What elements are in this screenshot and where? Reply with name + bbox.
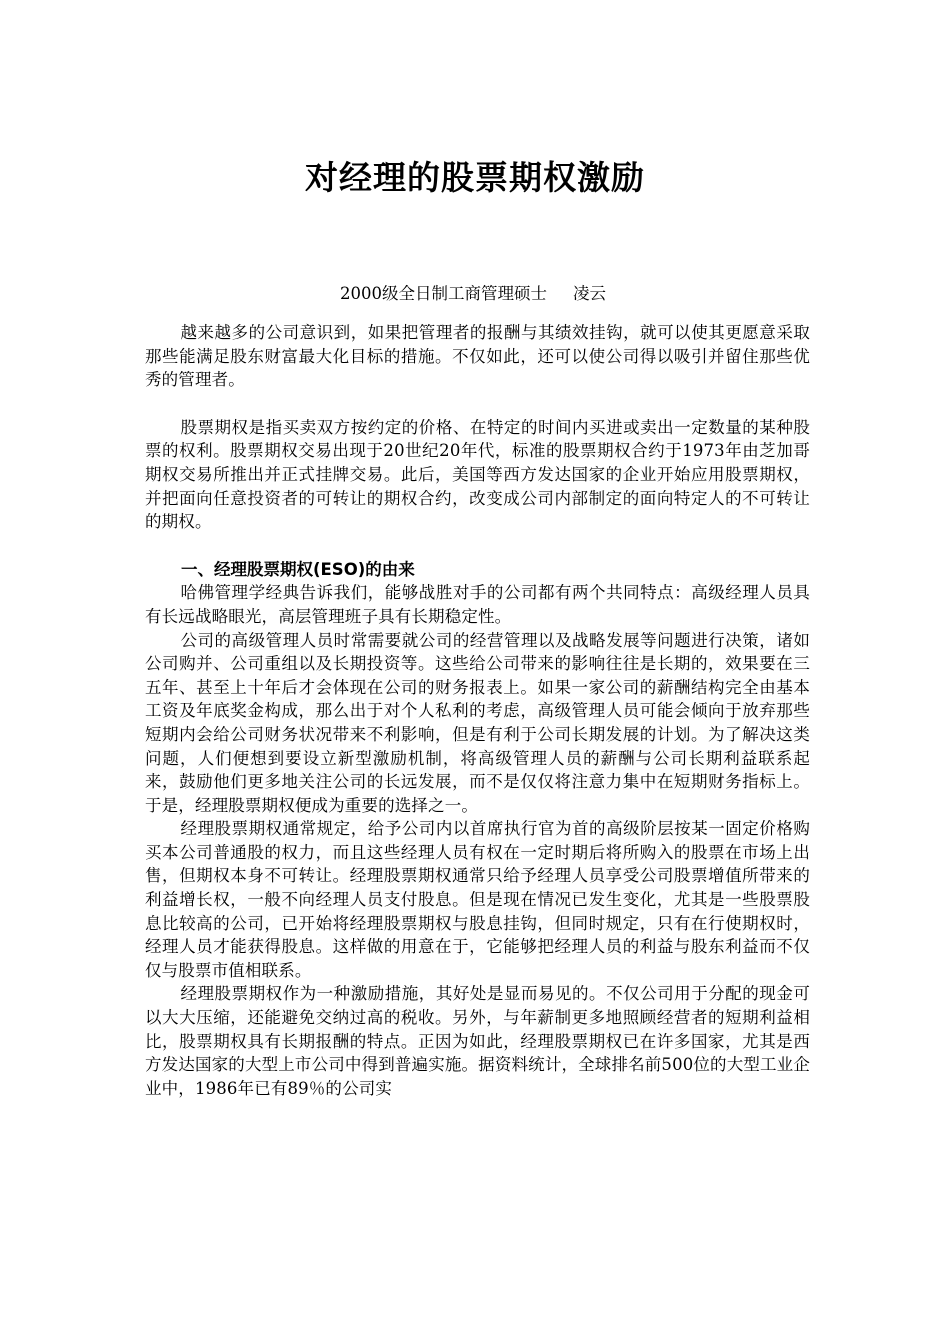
paragraph: 经理股票期权通常规定，给予公司内以首席执行官为首的高级阶层按某一固定价格购买本公司普通股的权力，而且这些经理人员有权在一定时期后将所购入的股票在市场上出售，但期权本身不可转让。经理股票期权通常只给予经理人员享受公司股票增值所带来的利益增长权，一般不向经理人员支付股息。但是现在情况已发生变化，尤其是一些股票股息比较高的公司，已开始将经理股票期权与股息挂钩，但同时规定，只有在行使期权时，经理人员才能获得股息。这样做的用意在于，它能够把经理人员的利益与股东利益而不仅仅与股票市值相联系。 — [145, 819, 810, 980]
paragraph: 公司的高级管理人员时常需要就公司的经营管理以及战略发展等问题进行决策，诸如公司购并、公司重组以及长期投资等。这些给公司带来的影响往往是长期的，效果要在三五年、甚至上十年后才会体现在公司的财务报表上。如果一家公司的薪酬结构完全由基本工资及年底奖金构成，那么出于对个人私利的考虑，高级管理人员可能会倾向于放弃那些短期内会给公司财务状况带来不利影响，但是有利于公司长期发展的计划。为了解决这类问题，人们便想到要设立新型激励机制，将高级管理人员的薪酬与公司长期利益联系起来，鼓励他们更多地关注公司的长远发展，而不是仅仅将注意力集中在短期财务指标上。于是，经理股票期权便成为重要的选择之一。 — [145, 630, 810, 815]
section-heading: 一、经理股票期权(ESO)的由来 — [181, 559, 415, 579]
paragraph: 哈佛管理学经典告诉我们，能够战胜对手的公司都有两个共同特点：高级经理人员具有长远战略眼光，高层管理班子具有长期稳定性。 — [145, 583, 810, 626]
paragraph-intro: 越来越多的公司意识到，如果把管理者的报酬与其绩效挂钩，就可以使其更愿意采取那些能满足股东财富最大化目标的措施。不仅如此，还可以使公司得以吸引并留住那些优秀的管理者。 — [145, 323, 810, 390]
author-program: 2000级全日制工商管理硕士 — [340, 284, 547, 303]
paragraph-definition: 股票期权是指买卖双方按约定的价格、在特定的时间内买进或卖出一定数量的某种股票的权利。股票期权交易出现于20世纪20年代，标准的股票期权合约于1973年由芝加哥期权交易所推出并正式挂牌交易。此后，美国等西方发达国家的企业开始应用股票期权，并把面向任意投资者的可转让的期权合约，改变成公司内部制定的面向特定人的不可转让的期权。 — [145, 417, 810, 532]
paragraph: 经理股票期权作为一种激励措施，其好处是显而易见的。不仅公司用于分配的现金可以大大压缩，还能避免交纳过高的税收。另外，与年薪制更多地照顾经营者的短期利益相比，股票期权具有长期报酬的特点。正因为如此，经理股票期权已在许多国家，尤其是西方发达国家的大型上市公司中得到普遍实施。据资料统计，全球排名前500位的大型工业企业中，1986年已有89％的公司实 — [145, 984, 810, 1098]
author-name: 凌云 — [573, 284, 606, 303]
author-line — [340, 280, 606, 304]
document-body — [145, 321, 810, 1100]
document-title: 对经理的股票期权激励 — [305, 158, 645, 197]
